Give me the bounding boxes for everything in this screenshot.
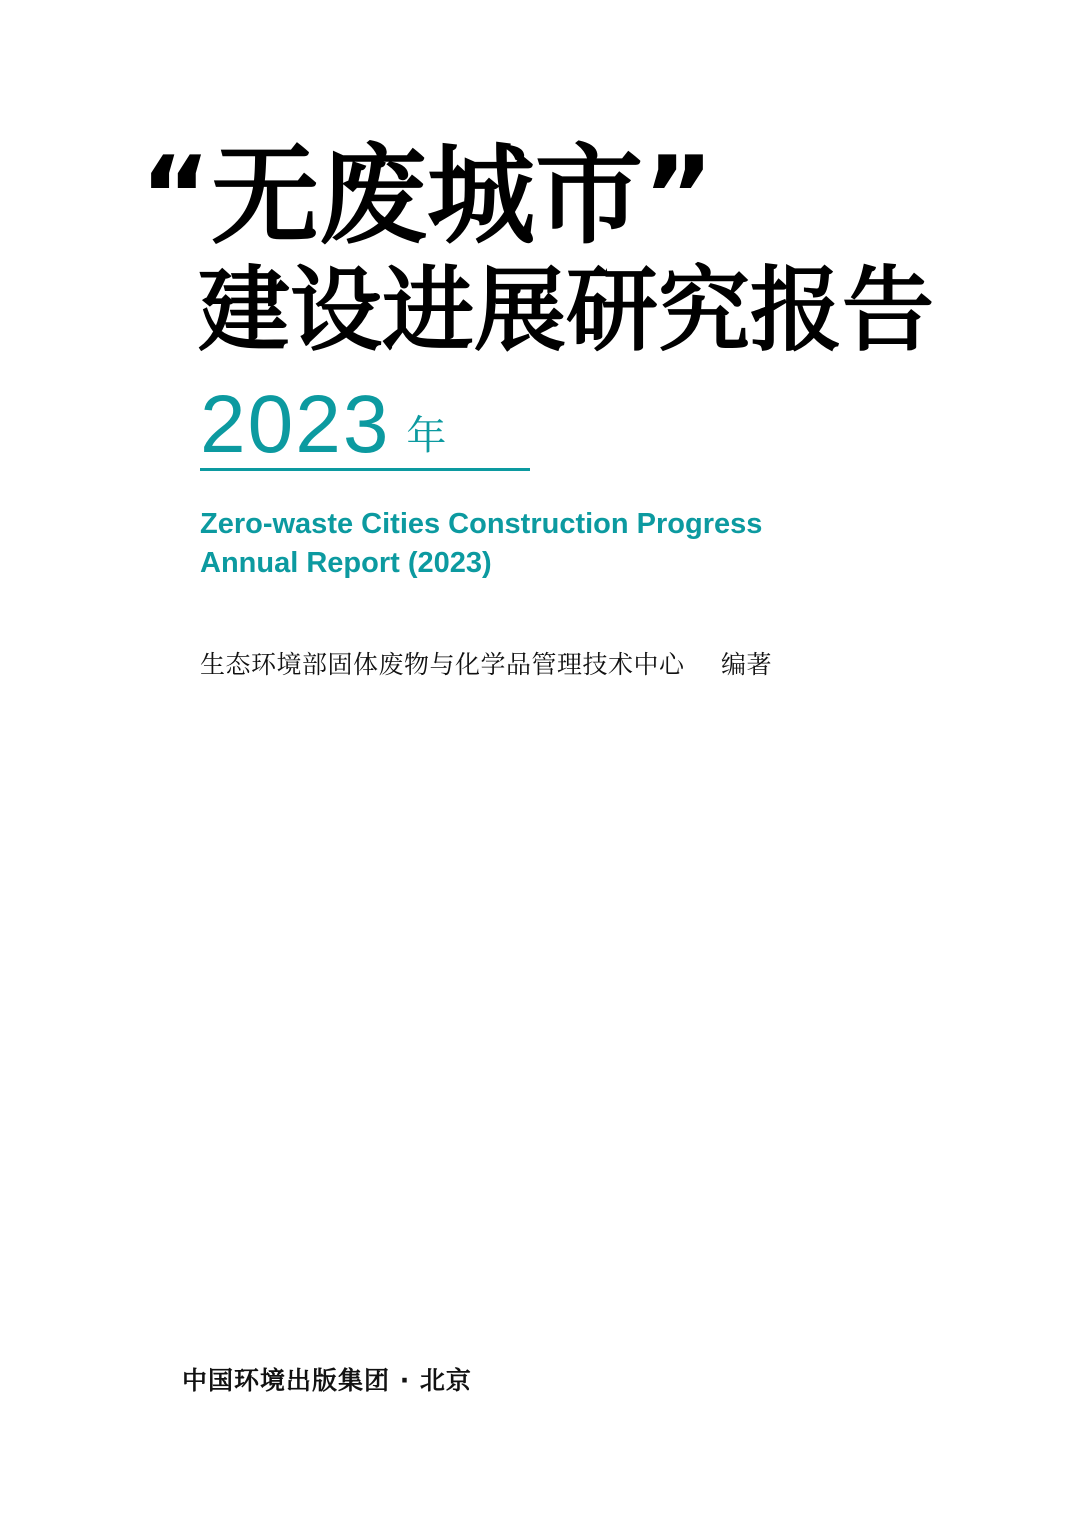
author-organization: 生态环境部固体废物与化学品管理技术中心 bbox=[200, 649, 685, 679]
english-subtitle bbox=[200, 505, 1000, 583]
year-suffix-label: 年 bbox=[406, 412, 447, 459]
page-title-line-1: “无废城市” bbox=[140, 134, 714, 259]
year-row bbox=[200, 378, 530, 471]
page-title-line-2: 建设进展研究报告 bbox=[198, 257, 935, 365]
publisher-imprint: 中国环境出版集团 · 北京 bbox=[182, 1366, 472, 1395]
english-subtitle-line-1: Zero-waste Cities Construction Progress bbox=[200, 507, 763, 540]
author-role-label: 编著 bbox=[720, 649, 772, 679]
english-subtitle-line-2: Annual Report (2023) bbox=[200, 546, 492, 579]
title-block bbox=[140, 134, 1000, 681]
year-number: 2023 bbox=[200, 378, 391, 470]
author-line bbox=[200, 645, 1000, 681]
